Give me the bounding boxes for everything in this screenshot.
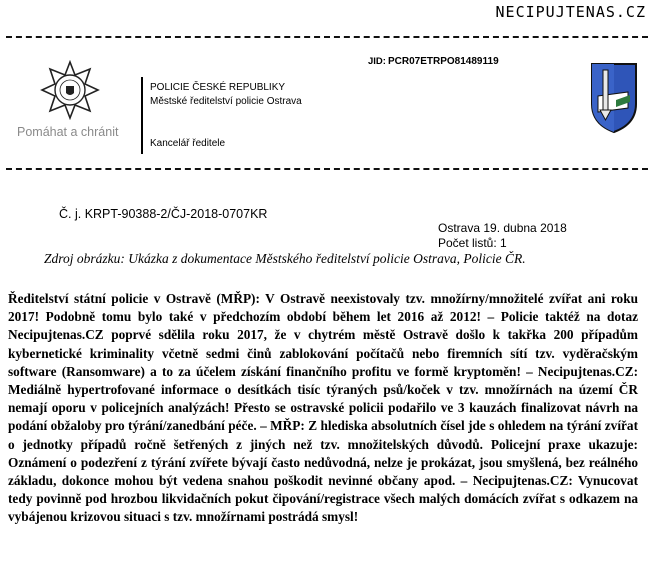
torn-edge-bottom [6, 168, 648, 170]
police-badge-logo [40, 60, 100, 120]
article-paragraph: Ředitelství státní policie v Ostravě (MŘP): V Ostravě neexistovaly tzv. množírny/množitelé zvířat ani roku 2017! Podobně tomu bylo také v předchozím období během let 2016 až 2012! – Policie taktéž na dotaz Necipujtenas.CZ poprvé sdělila roku 2017, že v chytrém městě Ostravě došlo k takřka 200 případům kybernetické kriminality včetně sedmi činů zablokování počítačů nebo firemních sítí tzv. vyděračským software (Ransomware) a to za účelem získání finančního profitu ve formě kryptoměn! – Necipujtenas.CZ: Mediálně hypertrofované informace o desítkách tisíc týraných psů/koček v tzv. množírnách na území ČR nemají oporu v policejních analýzách! Přesto se ostravské policii podařilo ve 3 kauzách finalizovat návrh na podání obžaloby pro týrání/zanedbání péče. – MŘP: Z hlediska absolutních čísel jde s ohledem na týrání zvířat o jednotky případů ročně šetřených z jiných než tzv. množitelských důvodů. Policejní praxe ukazuje: Oznámení o podezření z týrání zvířete bývají často nedůvodná, nelze je prokázat, jsou smyšlená, bez reálného základu, dokonce mohou být vedena snahou poškodit nevinné občany apod. – Necipujtenas.CZ: Vynucovat tedy povinně pod hrozbou likvidačních pokut čipování/registrace všech malých domácích zvířat s odkazem na vybájenou krizovou situaci s tzv. množírnami postrádá smysl! [8, 291, 638, 525]
reference-number: Č. j. KRPT-90388-2/ČJ-2018-0707KR [59, 207, 268, 221]
torn-edge-top [6, 36, 648, 38]
image-source-caption: Zdroj obrázku: Ukázka z dokumentace Městského ředitelství policie Ostrava, Policie ČR. [44, 251, 526, 266]
city-shield-emblem [590, 62, 638, 134]
site-watermark: NECIPUJTENAS.CZ [495, 3, 646, 21]
police-motto: Pomáhat a chránit [17, 125, 119, 139]
organization-unit: Městské ředitelství policie Ostrava [150, 96, 302, 107]
jid-label: JID: [368, 56, 386, 67]
place-and-date: Ostrava 19. dubna 2018 [438, 221, 567, 235]
page-count: Počet listů: 1 [438, 236, 507, 250]
office-name: Kancelář ředitele [150, 138, 226, 149]
letterhead-divider [141, 77, 143, 154]
organization-name: POLICIE ČESKÉ REPUBLIKY [150, 82, 286, 93]
jid-value: PCR07ETRPO81489119 [388, 56, 499, 67]
